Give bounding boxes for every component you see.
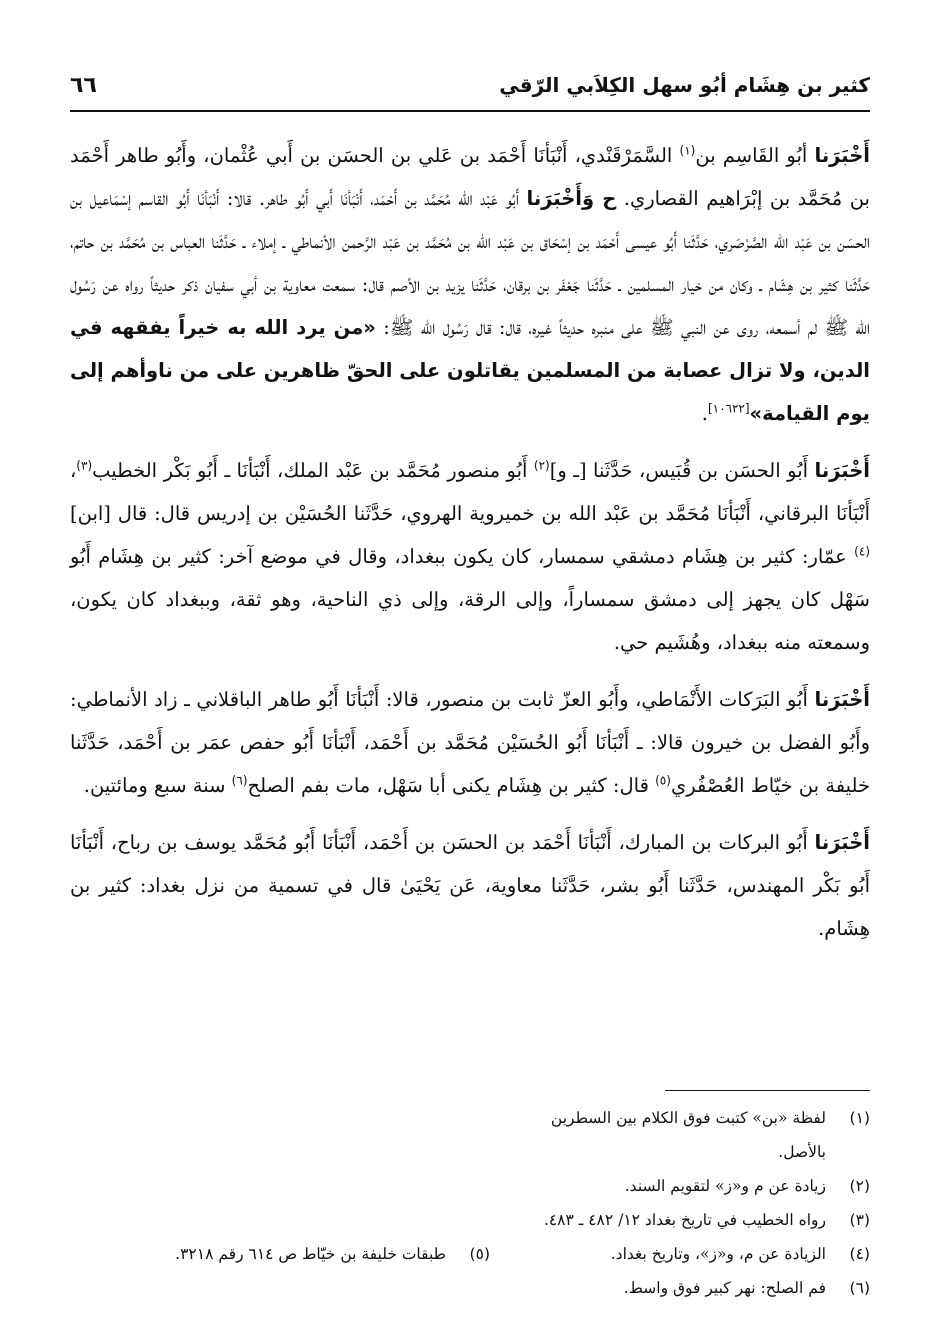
- paragraph-lead-word: أَخْبَرَنا: [814, 459, 870, 482]
- paragraph-lead-word: أَخْبَرَنا: [814, 688, 870, 711]
- paragraph: [70, 134, 870, 435]
- running-title: كثير بن هِشَام أبُو سهل الكِلاَبي الرّقي: [499, 73, 870, 97]
- footnote-number: (٥): [469, 1245, 490, 1263]
- page-number: ٦٦: [70, 72, 97, 98]
- paragraph-lead-word: أَخْبَرَنا: [814, 144, 870, 167]
- footnote-text: الزيادة عن م، و«ز»، وتاريخ بغداد.: [610, 1245, 826, 1263]
- footnote-text: فم الصلح: نهر كبير فوق واسط.: [623, 1279, 826, 1297]
- footnote: [70, 1237, 870, 1271]
- footnote: [70, 1271, 870, 1305]
- footnote-marker: [١٠٦٢٢]: [707, 401, 750, 416]
- page-header: [70, 60, 870, 112]
- footnote-list: [70, 1101, 870, 1305]
- paragraph: [70, 678, 870, 807]
- paragraph-text: السَّمَرْقَنْدي، أَنْبَأنَا أَحْمَد بن عَلي بن الحسَن بن أَبي عُثْمان، وأَبُو طاهر أَحْمَد بن مُحَمَّد بن إبْرَاهيم القصاري.: [70, 144, 870, 210]
- footnote-marker: (٣): [76, 458, 93, 473]
- paragraph-lead-word: أَخْبَرَنا: [814, 831, 870, 854]
- footnote: [70, 1101, 870, 1169]
- footnote-marker: (٤): [854, 544, 870, 559]
- footnote-text: طبقات خليفة بن خيّاط ص ٦١٤ رقم ٣٢١٨.: [175, 1245, 446, 1263]
- footnote-number: (١): [849, 1109, 870, 1127]
- body-text: [70, 134, 870, 950]
- paragraph-text: سنة سبع ومائتين.: [83, 774, 232, 797]
- footnote-marker: (٥): [655, 773, 671, 788]
- footnote-marker: (٢): [533, 458, 550, 473]
- footnote: [70, 1203, 870, 1237]
- paragraph-text: أَبُو البَرَكات الأَنْمَاطي، وأَبُو العزّ ثابت بن منصور، قالا: أَنْبَأنَا أَبُو طاهر الباقلاني ـ زاد الأنماطي: وأَبُو الفضل بن خيرون قالا: ـ أَنْبَأنَا أَبُو الحُسَيْن مُحَمَّد بن أَحْمَد، أَنْبَأنَا أَبُو حفص عمَر بن أَحْمَد، حَدَّثَنا خليفة بن خيّاط العُصْفُري: [70, 688, 870, 797]
- footnote-text: رواه الخطيب في تاريخ بغداد ١٢/ ٤٨٢ ـ ٤٨٣.: [543, 1211, 826, 1229]
- paragraph-text: أَبُو الحسَن بن قُبَيس، حَدَّثَنا [ـ و]: [549, 459, 815, 482]
- footnote-text: زيادة عن م و«ز» لتقويم السند.: [624, 1177, 826, 1195]
- footnote: [70, 1169, 870, 1203]
- paragraph-text: أَبُو عَبْد الله مُحَمَّد بن أَحْمَد، أَنْبَأنَا أَبي أَبُو طاهر. قالا: أَنْبَأنَا أَبُو القاسم إسْمَاعيل بن الحسَن بن عَبْد الله الصَّرْصَري، حَدَّثَنا أَبُو عيسى أَحْمَد بن إسْحَاق بن عَبْد الله بن مُحَمَّد بن عَبْد الرَّحمن الأنماطي ـ إملاء ـ حَدَّثَنا العباس بن مُحَمَّد بن حاتم، حَدَّثَنا كثير بن هِشَام ـ وكان من خيار المسلمين ـ حَدَّثَنا جَعْفَر بن برقان، حَدَّثَنا يزيد بن الأصم قال: سمعت معاوية بن أبي سفيان ذكر حديثاً رواه عن رَسُول الله ﷺ لم أسمعه، روى عن النبي ﷺ على منبره حديثاً غيره، قال: قال رَسُول الله ﷺ:: [70, 187, 871, 339]
- footnote-rule: [665, 1090, 870, 1091]
- paragraph-text: ، أَنْبَأنَا البرقاني، أَنْبَأنَا مُحَمَّد بن عَبْد الله بن خميروية الهروي، حَدَّثَنا الحُسَيْن بن إدريس قال: قال [ابن]: [70, 459, 870, 525]
- footnote-marker: (١): [679, 143, 696, 158]
- footnote-number: (٦): [849, 1279, 870, 1297]
- footnote-number: (٢): [849, 1177, 870, 1195]
- footnotes: [70, 1090, 870, 1305]
- bold-text: ح وَأَخْبَرَنا: [526, 187, 617, 210]
- footnote-marker: (٦): [231, 773, 248, 788]
- paragraph-text: عمّار: كثير بن هِشَام دمشقي سمسار، كان يكون ببغداد، وقال في موضع آخر: كثير بن هِشَام أَبُو سَهْل كان يجهز إلى دمشق سمساراً، وإلى الرقة، وإلى ذي الناحية، وهو ثقة، وببغداد كان يكون، وسمعته منه ببغداد، وهُشَيم حي.: [70, 545, 870, 654]
- paragraph-text: أَبُو البركات بن المبارك، أَنْبَأنَا أَحْمَد بن الحسَن بن أَحْمَد، أَنْبَأنَا أَبُو مُحَمَّد يوسف بن رباح، أَنْبَأنَا أَبُو بَكْر المهندس، حَدَّثَنا أَبُو بشر، حَدَّثَنا معاوية، عَن يَحْيَىٰ قال في تسمية من نزل بغداد: كثير بن هِشَام.: [70, 831, 870, 940]
- footnote-text: لفظة «بن» كتبت فوق الكلام بين السطرين بالأصل.: [550, 1109, 826, 1161]
- paragraph-text: .: [701, 402, 708, 425]
- footnote-number: (٣): [849, 1211, 870, 1229]
- paragraph-text: قال: كثير بن هِشَام يكنى أبا سَهْل، مات بفم الصلح: [247, 774, 656, 797]
- paragraph: [70, 821, 870, 950]
- footnote-number: (٤): [849, 1245, 870, 1263]
- book-page: [70, 60, 870, 1320]
- paragraph-text: أَبُو منصور مُحَمَّد بن عَبْد الملك، أَنْبَأنَا ـ أَبُو بَكْر الخطيب: [92, 459, 534, 482]
- bold-text: «من يرد الله به خيراً يفقهه في الدين، ولا تزال عصابة من المسلمين يقاتلون على الحقّ ظاهرين على من ناوأهم إلى يوم القيامة»: [70, 316, 870, 425]
- paragraph: [70, 449, 870, 664]
- paragraph-text: أبُو القَاسِم بن: [695, 144, 815, 167]
